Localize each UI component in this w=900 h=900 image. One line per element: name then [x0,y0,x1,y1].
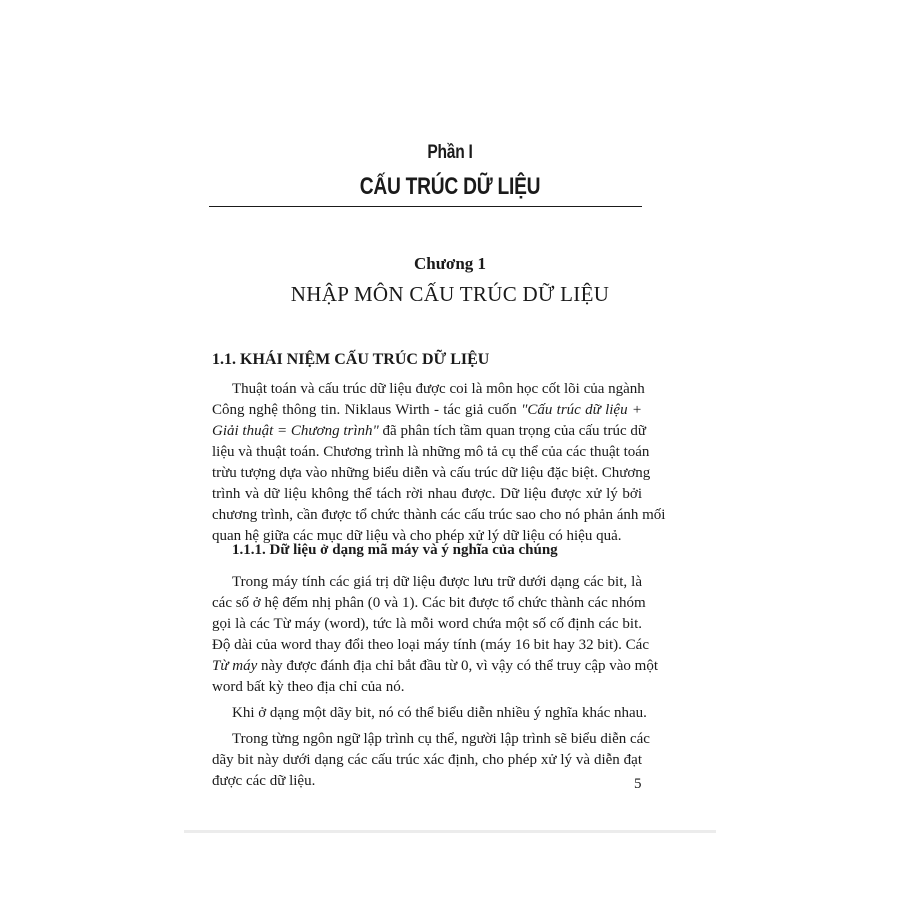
paragraph-line: word bất kỳ theo địa chỉ của nó. [212,679,405,695]
paragraph-line [212,421,646,441]
part-title: CẤU TRÚC DỮ LIỆU [359,173,541,200]
paragraph-line: chương trình, cần được tổ chức thành các cấu trúc sao cho nó phản ánh mối [212,507,666,523]
paragraph-line: trừu tượng dựa vào những biểu diễn và cấu trúc dữ liệu đặc biệt. Chương [212,465,651,481]
text-run: này được đánh địa chỉ bắt đầu từ 0, vì vậy có thể truy cập vào một [257,658,659,674]
chapter-title: NHẬP MÔN CẤU TRÚC DỮ LIỆU [290,282,610,306]
paragraph-line: quan hệ giữa các mục dữ liệu và cho phép xử lý dữ liệu có hiệu quả. [212,528,622,544]
page-bottom-edge [184,830,716,833]
paragraph-line: Thuật toán và cấu trúc dữ liệu được coi là môn học cốt lõi của ngành [232,381,645,397]
paragraph-line [212,400,642,420]
section-heading: 1.1. KHÁI NIỆM CẤU TRÚC DỮ LIỆU [212,351,490,368]
paragraph-line: được các dữ liệu. [212,773,316,789]
paragraph-line: Khi ở dạng một dãy bit, nó có thể biểu diễn nhiều ý nghĩa khác nhau. [232,705,647,721]
paragraph-line [212,656,659,676]
paragraph-line: liệu và thuật toán. Chương trình là những mô tả cụ thể của các thuật toán [212,444,650,460]
page-number: 5 [634,776,642,792]
text-run: Công nghệ thông tin. Niklaus Wirth - tác giả cuốn [212,402,522,418]
chapter-label: Chương 1 [413,254,487,273]
part-divider [209,206,642,207]
text-run: đã phân tích tầm quan trọng của cấu trúc dữ [378,423,646,439]
book-title-italic: Giải thuật = Chương trình" [212,423,379,439]
paragraph-line: gọi là các Từ máy (word), tức là mỗi word chứa một số cố định các bit. [212,616,642,632]
term-italic: Từ máy [212,658,258,674]
part-label: Phần I [427,142,473,163]
paragraph-line: các số ở hệ đếm nhị phân (0 và 1). Các bit được tổ chức thành các nhóm [212,595,646,611]
paragraph-line: Độ dài của word thay đổi theo loại máy tính (máy 16 bit hay 32 bit). Các [212,637,649,653]
paragraph-line: Trong máy tính các giá trị dữ liệu được lưu trữ dưới dạng các bit, là [232,574,642,590]
subsection-heading: 1.1.1. Dữ liệu ở dạng mã máy và ý nghĩa của chúng [232,542,558,558]
paragraph-line: dãy bit này dưới dạng các cấu trúc xác định, cho phép xử lý và diễn đạt [212,752,642,768]
paragraph-line: Trong từng ngôn ngữ lập trình cụ thể, người lập trình sẽ biểu diễn các [232,731,650,747]
book-title-italic: "Cấu trúc dữ liệu + [521,402,643,418]
paragraph-line: trình và dữ liệu không thể tách rời nhau được. Dữ liệu được xử lý bởi [212,486,642,502]
